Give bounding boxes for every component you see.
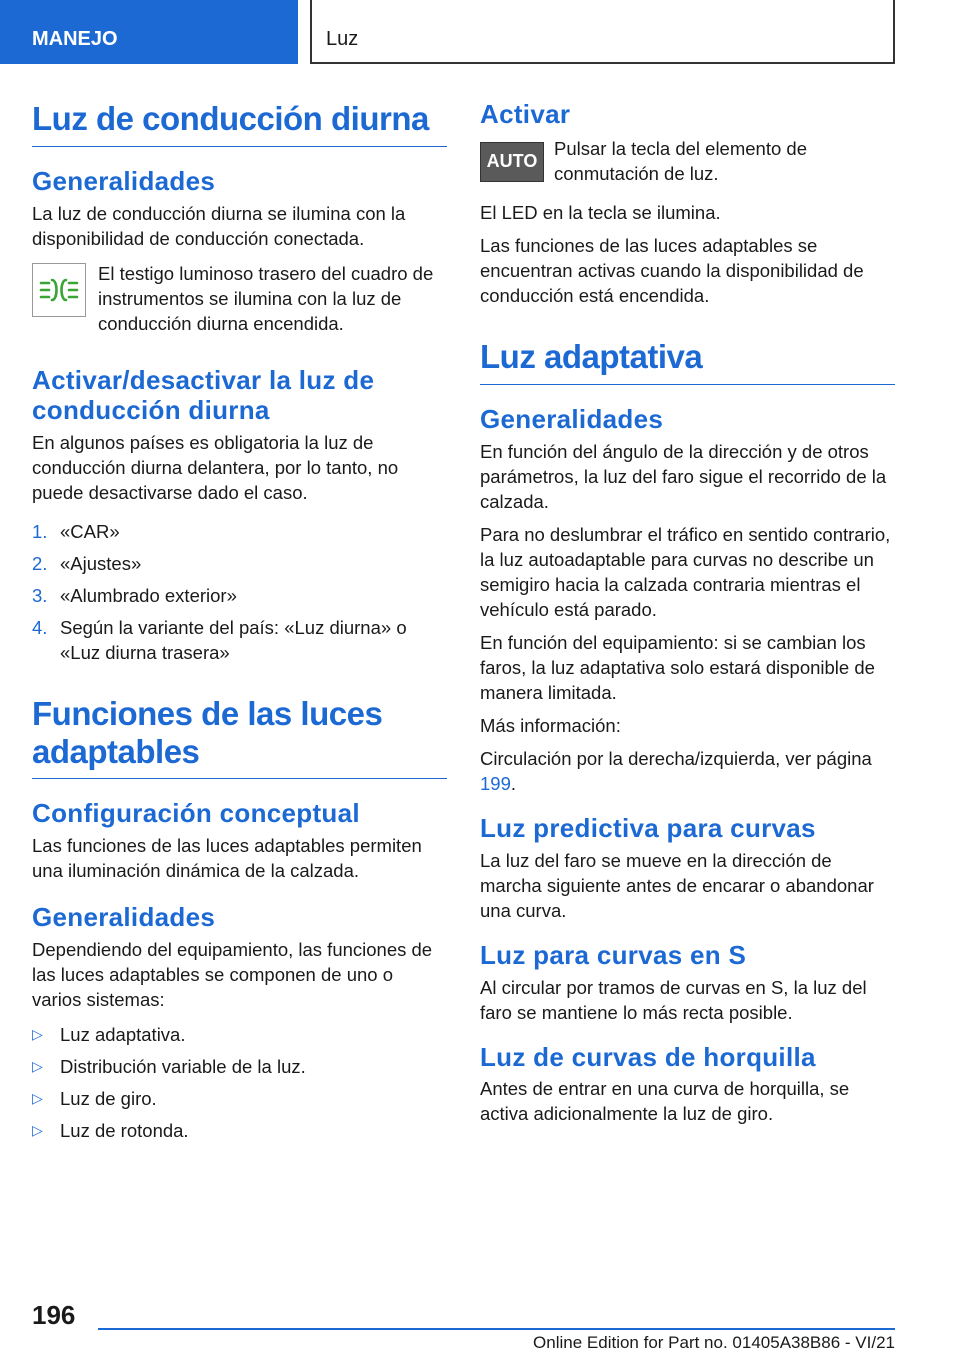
- paragraph-active: Las funciones de las luces adaptables se encuentran activas cuando la disponibilidad de conducción está encendida.: [480, 234, 864, 306]
- heading-general: Generalidades: [32, 902, 216, 933]
- heading-concept: Configuración conceptual: [32, 798, 360, 829]
- footer-divider: [98, 1328, 895, 1330]
- list-item: ▷ Luz adaptativa.: [32, 1024, 186, 1046]
- heading-hairpin: Luz de curvas de horquilla: [480, 1041, 816, 1072]
- list-item: 3. «Alumbrado exterior»: [32, 584, 237, 606]
- heading-daytime-running-light: Luz de conducción diurna: [32, 100, 447, 147]
- paragraph-equipment: En función del equipamiento: si se cambian los faros, la luz adaptativa solo estará disponible de manera limitada.: [480, 631, 875, 703]
- list-item: 1. «CAR»: [32, 520, 120, 542]
- triangle-bullet-icon: ▷: [32, 1122, 43, 1139]
- paragraph-general: La luz de conducción diurna se ilumina con la disponibilidad de conducción conectada.: [32, 202, 406, 249]
- triangle-bullet-icon: ▷: [32, 1090, 43, 1107]
- heading-toggle: Activar/desactivar la luz de conducción diurna: [32, 364, 375, 425]
- section-label: MANEJO: [32, 28, 118, 50]
- auto-button-row: [480, 136, 895, 186]
- chapter-header: [310, 0, 895, 64]
- systems-list: [32, 1022, 447, 1143]
- triangle-bullet-icon: ▷: [32, 1058, 43, 1075]
- paragraph-toggle: En algunos países es obligatoria la luz de conducción diurna delantera, por lo tanto, no puede desactivarse dado el caso.: [32, 431, 399, 503]
- page-number: 196: [32, 1300, 76, 1330]
- triangle-bullet-icon: ▷: [32, 1026, 43, 1043]
- list-item: ▷ Luz de rotonda.: [32, 1120, 189, 1142]
- paragraph-more-info: Más información:: [480, 714, 621, 736]
- heading-s-curves: Luz para curvas en S: [480, 939, 747, 970]
- heading-general: Generalidades: [480, 403, 664, 434]
- paragraph-predictive: La luz del faro se mueve en la dirección de marcha siguiente antes de encarar o abandonar una curva.: [480, 849, 874, 921]
- paragraph-hairpin: Antes de entrar en una curva de horquilla, se activa adicionalmente la luz de giro.: [480, 1078, 850, 1125]
- heading-adaptive-light: Luz adaptativa: [480, 338, 895, 385]
- list-item: 2. «Ajustes»: [32, 552, 142, 574]
- left-column: [32, 100, 447, 1151]
- paragraph-led: El LED en la tecla se ilumina.: [480, 201, 721, 223]
- indicator-row: [32, 261, 447, 336]
- page-link[interactable]: 199: [480, 772, 511, 794]
- heading-predictive: Luz predictiva para curvas: [480, 812, 816, 843]
- heading-activate: Activar: [480, 99, 571, 129]
- chapter-label: Luz: [326, 28, 359, 50]
- edition-text: Online Edition for Part no. 01405A38B86 - VI/21: [533, 1333, 895, 1352]
- list-item: ▷ Luz de giro.: [32, 1088, 157, 1110]
- auto-description: Pulsar la tecla del elemento de conmutación de luz.: [554, 137, 807, 184]
- paragraph-reference: Circulación por la derecha/izquierda, ver página 199.: [480, 747, 872, 794]
- list-item: 4. Según la variante del país: «Luz diurna» o «Luz diurna trasera»: [32, 616, 407, 663]
- list-item: ▷ Distribución variable de la luz.: [32, 1056, 306, 1078]
- indicator-description: El testigo luminoso trasero del cuadro de instrumentos se ilumina con la luz de conducción diurna encendida.: [98, 262, 434, 334]
- daytime-running-light-icon: [32, 263, 86, 317]
- section-tab: [0, 0, 298, 64]
- paragraph-systems: Dependiendo del equipamiento, las funciones de las luces adaptables se componen de uno o varios sistemas:: [32, 939, 433, 1011]
- right-column: [480, 100, 895, 1134]
- heading-general: Generalidades: [32, 165, 216, 196]
- paragraph-concept: Las funciones de las luces adaptables permiten una iluminación dinámica de la calzada.: [32, 835, 422, 882]
- heading-adaptive-functions: Funciones de las luces adaptables: [32, 695, 447, 780]
- steps-list: [32, 519, 447, 665]
- paragraph-s-curves: Al circular por tramos de curvas en S, la luz del faro se mantiene lo más recta posible.: [480, 976, 867, 1023]
- auto-button-icon: AUTO: [480, 142, 544, 182]
- paragraph-glare: Para no deslumbrar el tráfico en sentido contrario, la luz autoadaptable para curvas no describe un semigiro hacia la calzada contraria mientras el vehículo está parado.: [480, 523, 891, 620]
- paragraph-steering: En función del ángulo de la dirección y de otros parámetros, la luz del faro sigue el recorrido de la calzada.: [480, 440, 887, 512]
